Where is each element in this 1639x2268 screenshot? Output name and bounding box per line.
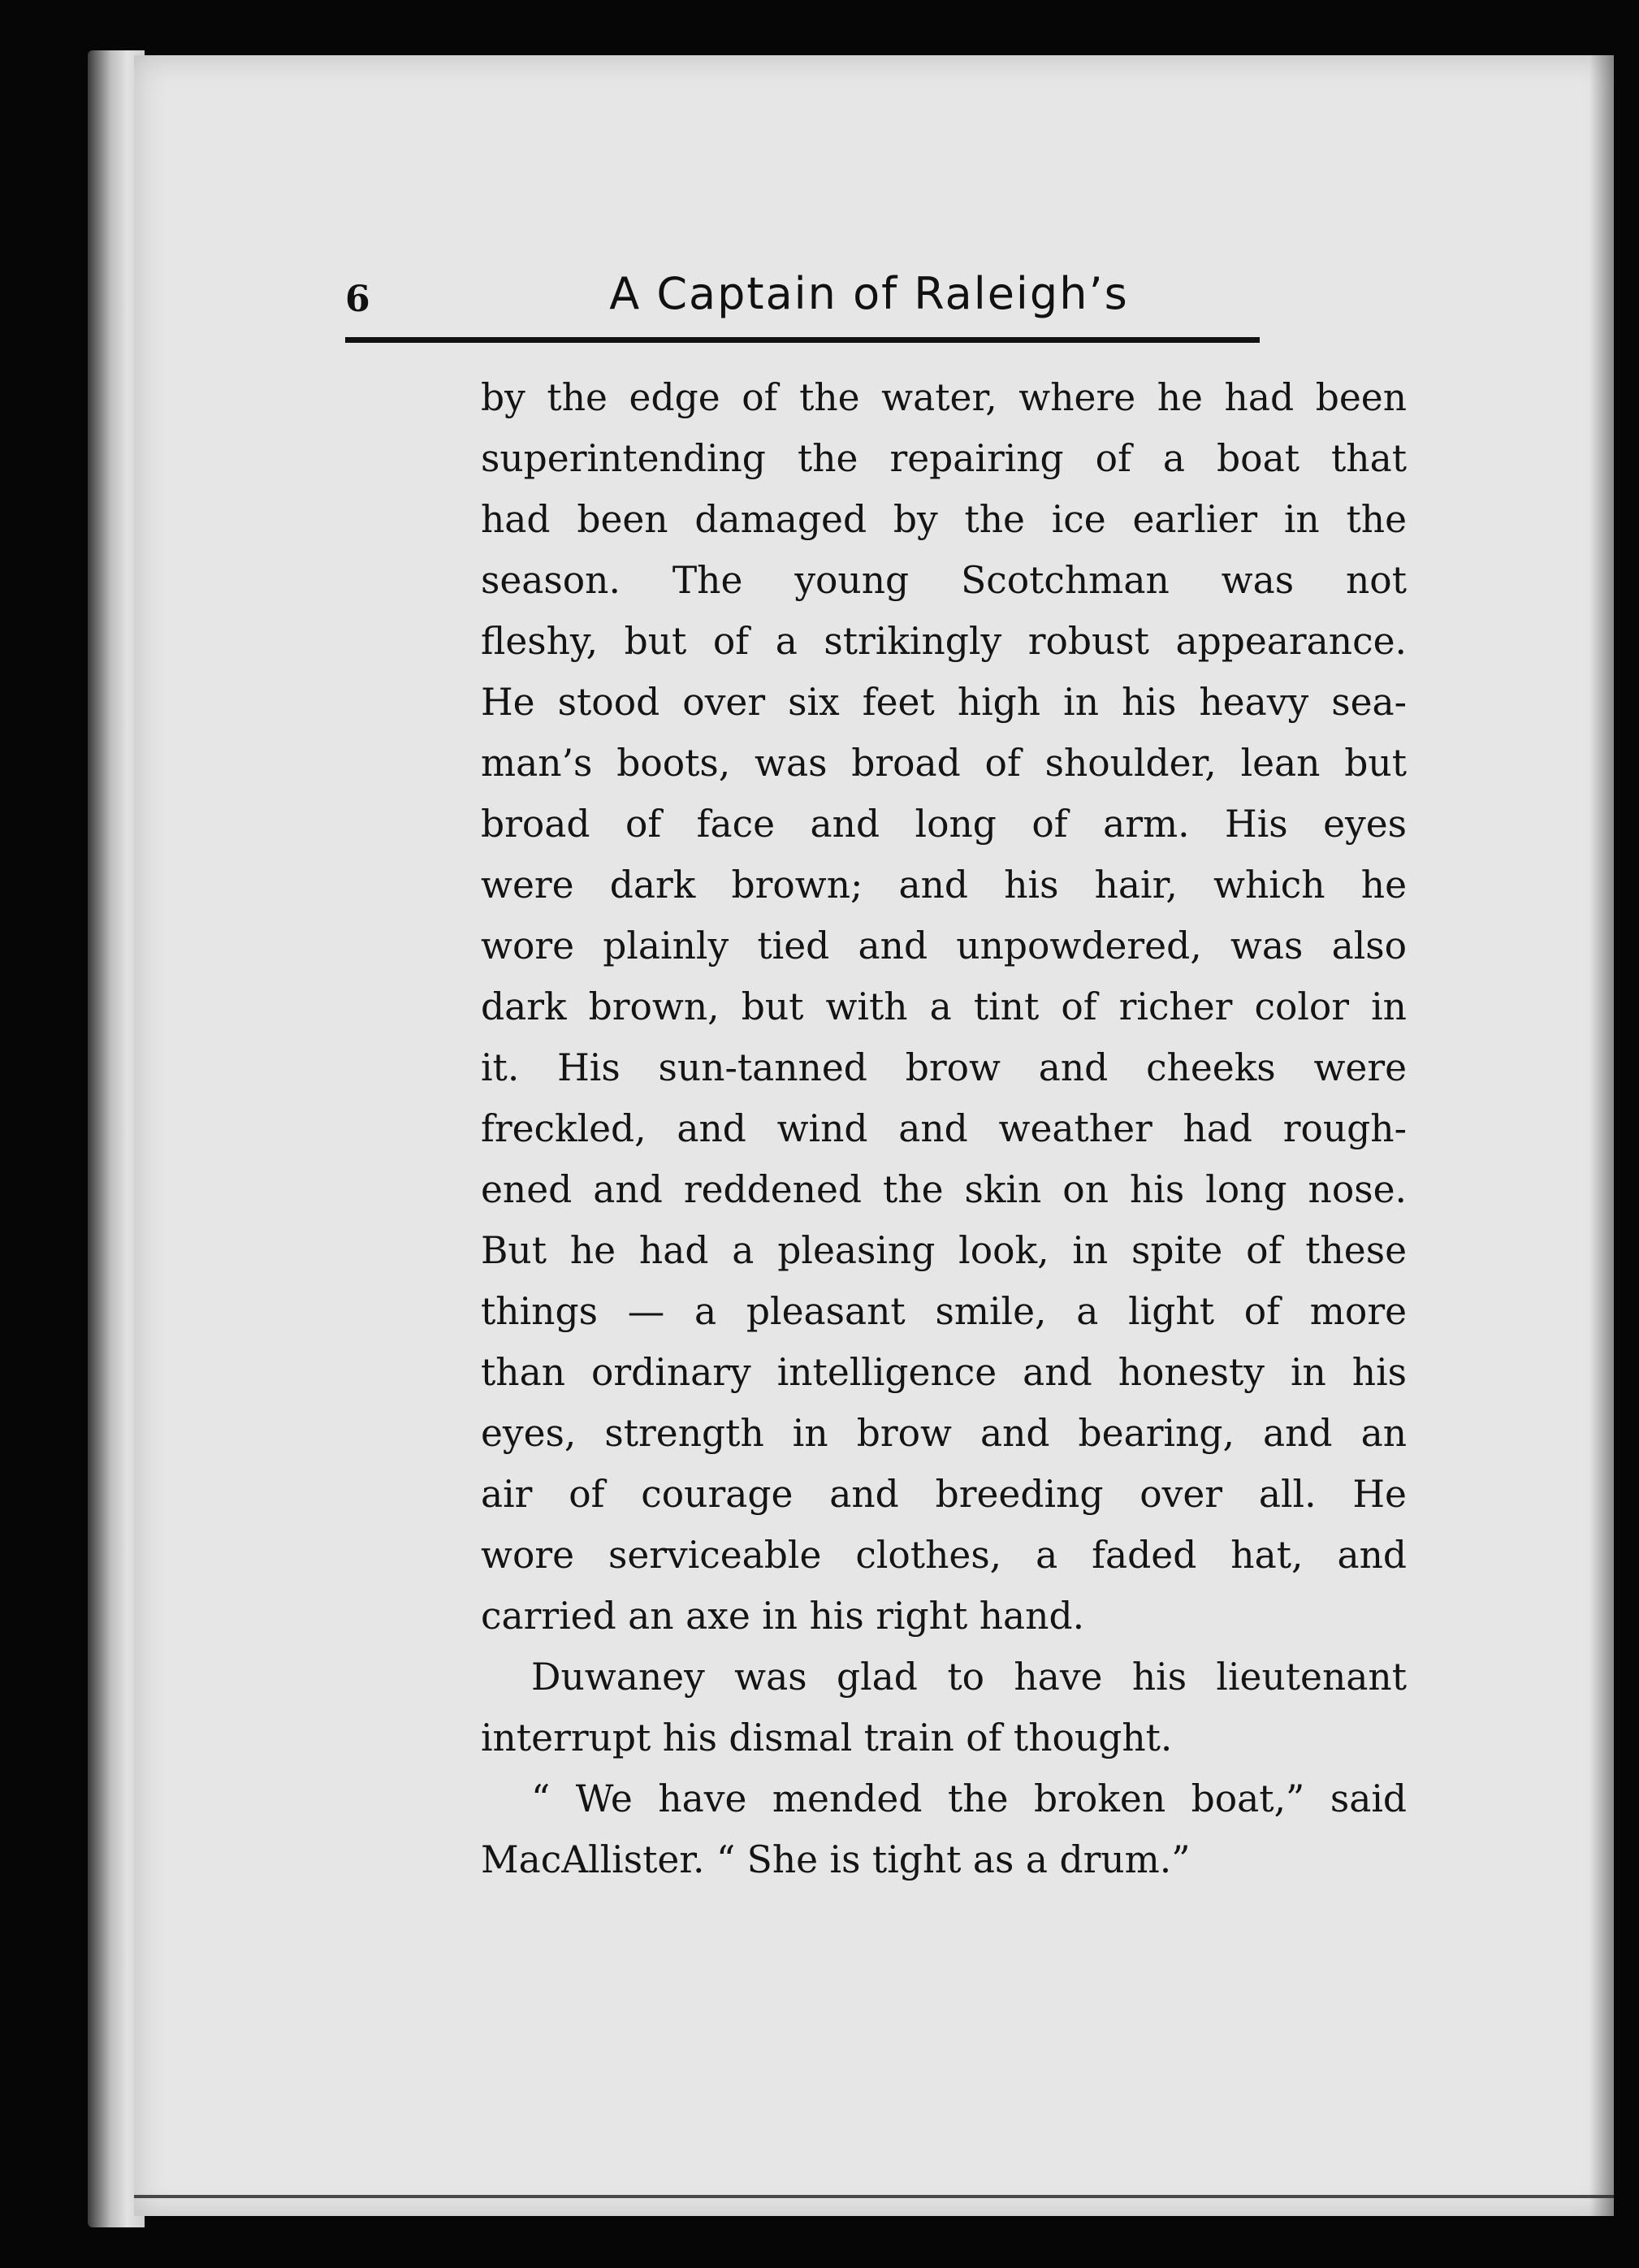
text-line: carried an axe in his right hand. [481, 1595, 1085, 1638]
text-line: broad of face and long of arm. His eyes [481, 803, 1407, 846]
text-line: had been damaged by the ice earlier in the [481, 498, 1407, 541]
text-line: season. The young Scotchman was not [481, 559, 1407, 602]
text-line: were dark brown; and his hair, which he [481, 863, 1407, 907]
text-line: interrupt his dismal train of thought. [481, 1716, 1173, 1759]
text-line: wore plainly tied and unpowdered, was also [481, 924, 1407, 967]
text-line: air of courage and breeding over all. He [481, 1473, 1407, 1516]
text-line: eyes, strength in brow and bearing, and an [481, 1412, 1407, 1455]
text-line: dark brown, but with a tint of richer color in [481, 985, 1407, 1028]
text-line: by the edge of the water, where he had been [481, 376, 1407, 419]
text-line: man’s boots, was broad of shoulder, lean but [481, 742, 1407, 785]
text-line: it. His sun-tanned brow and cheeks were [481, 1046, 1407, 1089]
text-line: But he had a pleasing look, in spite of these [481, 1229, 1407, 1272]
body-text [481, 367, 1407, 1890]
text-line: “ We have mended the broken boat,” said [531, 1777, 1407, 1820]
running-head: A Captain of Raleigh’s [609, 268, 1129, 319]
page-bottom-edge [134, 2195, 1614, 2198]
text-line: fleshy, but of a strikingly robust appearance. [481, 620, 1407, 663]
text-line: Duwaney was glad to have his lieutenant [531, 1656, 1407, 1699]
text-line: MacAllister. “ She is tight as a drum.” [481, 1838, 1191, 1881]
text-line: wore serviceable clothes, a faded hat, and [481, 1534, 1407, 1577]
text-line: He stood over six feet high in his heavy sea- [481, 681, 1407, 724]
text-line: superintending the repairing of a boat that [481, 437, 1407, 480]
page-shadow [1589, 55, 1614, 2216]
header-rule [345, 337, 1260, 343]
text-line: than ordinary intelligence and honesty in his [481, 1351, 1407, 1394]
text-line: freckled, and wind and weather had rough- [481, 1107, 1407, 1150]
text-line: things — a pleasant smile, a light of more [481, 1290, 1407, 1333]
page-number: 6 [345, 279, 370, 320]
text-line: ened and reddened the skin on his long nose. [481, 1168, 1407, 1211]
page-header [345, 223, 1393, 329]
